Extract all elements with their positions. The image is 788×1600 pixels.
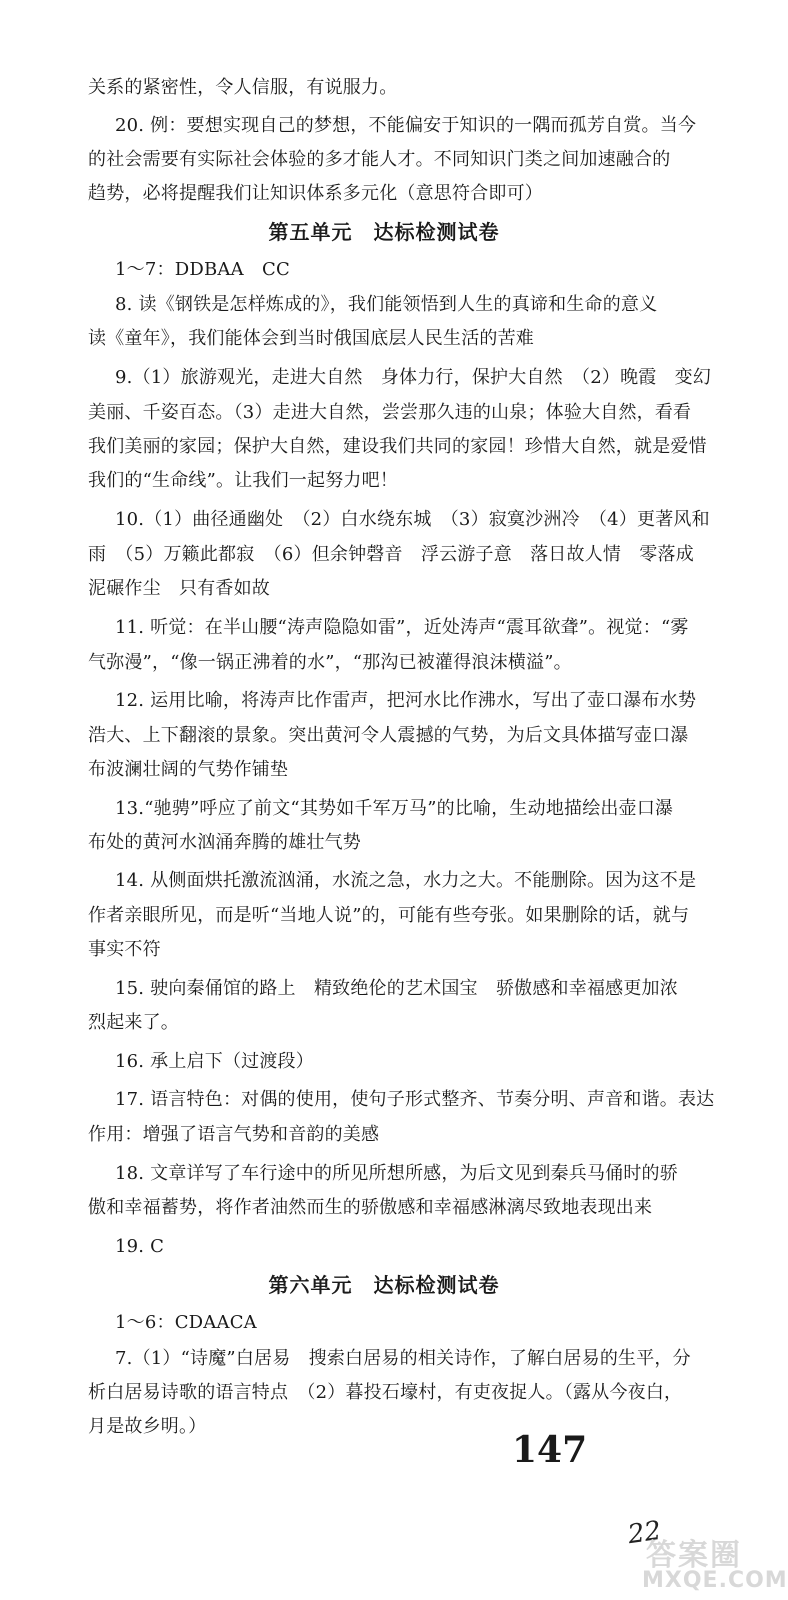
- text-line: 的社会需要有实际社会体验的多才能人才。不同知识门类之间加速融合的: [88, 149, 671, 170]
- answer-12: 12. 运用比喻，将涛声比作雷声，把河水比作沸水，写出了壶口瀑布水势: [115, 690, 697, 711]
- text-line: 雨 （5）万籁此都寂 （6）但余钟磬音 浮云游子意 落日故人情 零落成: [88, 544, 694, 565]
- text-line: 泥碾作尘 只有香如故: [88, 578, 270, 599]
- text-line: 布处的黄河水汹涌奔腾的雄壮气势: [88, 832, 361, 853]
- page-number: 147: [512, 1429, 588, 1471]
- answer-7: 7.（1）“诗魔”白居易 搜索白居易的相关诗作，了解白居易的生平，分: [115, 1348, 691, 1369]
- text-line: 关系的紧密性，令人信服，有说服力。: [88, 77, 398, 98]
- answer-1-6: 1～6：CDAACA: [115, 1312, 257, 1333]
- text-line: 气弥漫”，“像一锅正沸着的水”，“那沟已被灌得浪沫横溢”。: [88, 652, 572, 673]
- answer-18: 18. 文章详写了车行途中的所见所想所感，为后文见到秦兵马俑时的骄: [115, 1163, 678, 1184]
- text-line: 读《童年》，我们能体会到当时俄国底层人民生活的苦难: [88, 328, 534, 349]
- answer-15: 15. 驶向秦俑馆的路上 精致绝伦的艺术国宝 骄傲感和幸福感更加浓: [115, 978, 678, 999]
- answer-19: 19. C: [115, 1236, 165, 1257]
- answer-9: 9.（1）旅游观光，走进大自然 身体力行，保护大自然 （2）晚霞 变幻: [115, 367, 712, 388]
- unit-6-heading: 第六单元 达标检测试卷: [268, 1273, 500, 1297]
- text-line: 浩大、上下翻滚的景象。突出黄河令人震撼的气势，为后文具体描写壶口瀑: [88, 725, 689, 746]
- answer-16: 16. 承上启下（过渡段）: [115, 1051, 314, 1072]
- text-line: 析白居易诗歌的语言特点 （2）暮投石壕村，有吏夜捉人。（露从今夜白，: [88, 1382, 683, 1403]
- answer-8: 8. 读《钢铁是怎样炼成的》，我们能领悟到人生的真谛和生命的意义: [115, 294, 658, 315]
- text-line: 月是故乡明。）: [88, 1416, 207, 1437]
- text-line: 作用：增强了语言气势和音韵的美感: [88, 1124, 380, 1145]
- answer-11: 11. 听觉：在半山腰“涛声隐隐如雷”，近处涛声“震耳欲聋”。视觉：“雾: [115, 617, 689, 638]
- watermark-logo: [640, 1530, 788, 1600]
- text-line: 作者亲眼所见，而是听“当地人说”的，可能有些夸张。如果删除的话，就与: [88, 905, 690, 926]
- answer-20: 20. 例：要想实现自己的梦想，不能偏安于知识的一隅而孤芳自赏。当今: [115, 115, 697, 136]
- answer-17: 17. 语言特色：对偶的使用，使句子形式整齐、节奏分明、声音和谐。表达: [115, 1089, 715, 1110]
- text-line: 美丽、千姿百态。（3）走进大自然，尝尝那久违的山泉；体验大自然，看看: [88, 402, 692, 423]
- watermark-logo-text: 答案圈: [646, 1538, 742, 1573]
- text-line: 事实不符: [88, 939, 161, 960]
- text-line: 傲和幸福蓄势，将作者油然而生的骄傲感和幸福感淋漓尽致地表现出来: [88, 1197, 653, 1218]
- text-line: 趋势，必将提醒我们让知识体系多元化（意思符合即可）: [88, 183, 543, 204]
- handwritten-note: 22: [626, 1515, 664, 1551]
- text-line: 烈起来了。: [88, 1012, 179, 1033]
- text-line: 我们美丽的家园；保护大自然，建设我们共同的家园！珍惜大自然，就是爱惜: [88, 436, 707, 457]
- unit-5-heading: 第五单元 达标检测试卷: [268, 220, 500, 244]
- watermark-url: MXQE.COM: [642, 1568, 788, 1593]
- answer-10: 10.（1）曲径通幽处 （2）白水绕东城 （3）寂寞沙洲冷 （4）更著风和: [115, 509, 710, 530]
- answer-13: 13.“驰骋”呼应了前文“其势如千军万马”的比喻，生动地描绘出壶口瀑: [115, 798, 674, 819]
- answer-1-7: 1～7：DDBAA CC: [115, 259, 290, 280]
- text-line: 我们的“生命线”。让我们一起努力吧！: [88, 470, 399, 491]
- answer-14: 14. 从侧面烘托激流汹涌，水流之急，水力之大。不能删除。因为这不是: [115, 870, 697, 891]
- text-line: 布波澜壮阔的气势作铺垫: [88, 759, 289, 780]
